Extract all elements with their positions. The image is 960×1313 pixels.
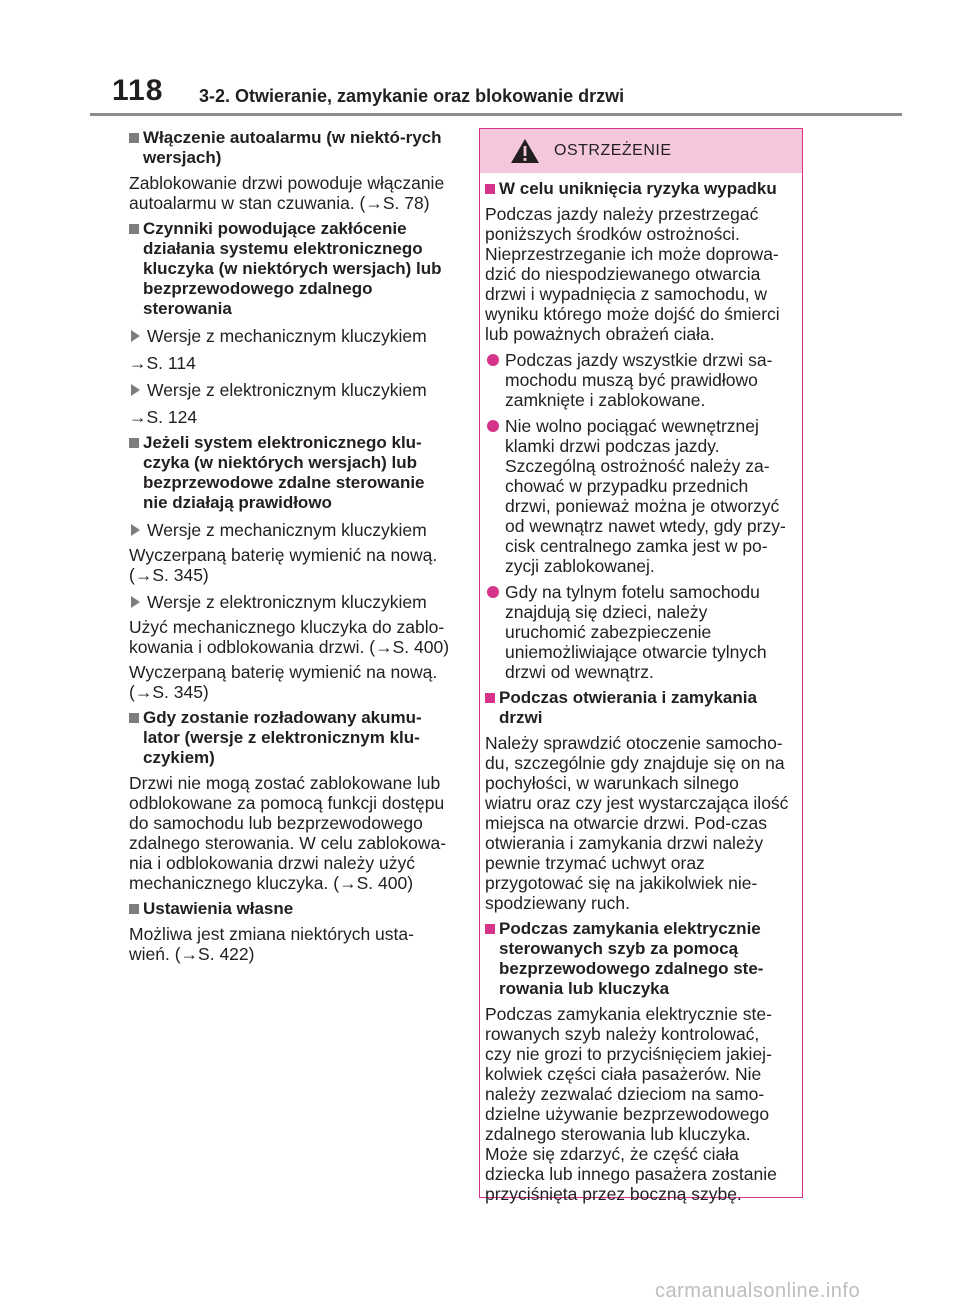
paragraph: Należy sprawdzić otoczenie samocho-du, szczególnie gdy znajduje się on na pochyłości, w warunkach silnego wiatru oraz czy jest wystarczająca ilość miejsca na otwarcie drzwi. Pod-czas otwierania i zamykania drzwi należy pewnie trzymać uchwyt oraz przygotować się na jakikolwiek nie-spodziewany ruch. — [485, 733, 789, 913]
header-divider — [90, 113, 902, 116]
square-bullet-icon — [129, 438, 139, 448]
warning-body — [480, 173, 802, 1204]
paragraph: Zablokowanie drzwi powoduje włączanie autoalarmu w stan czuwania. (→S. 78) — [129, 173, 445, 213]
square-bullet-icon — [485, 184, 495, 194]
square-bullet-icon — [485, 693, 495, 703]
square-bullet-icon — [129, 224, 139, 234]
dot-bullet-icon — [487, 354, 499, 366]
heading-malfunction: Jeżeli system elektronicznego klu-czyka (w niektórych wersjach) lub bezprzewodowe zdalne sterowanie nie działają prawidłowo — [129, 433, 451, 513]
paragraph: Drzwi nie mogą zostać zablokowane lub odblokowane za pomocą funkcji dostępu do samochodu lub bezprzewodowego zdalnego sterowania. W celu zablokowa-nia i odblokowania drzwi należy użyć mechanicznego kluczyka. (→S. 400) — [129, 773, 447, 893]
list-item: Nie wolno pociągać wewnętrznej klamki drzwi podczas jazdy. Szczególną ostrożność należy za-chować w przypadku przednich drzwi, ponieważ można je otworzyć od wewnątrz nawet wtedy, gdy przy-cisk centralnego zamka jest w po-zycji zablokowanej. — [485, 416, 790, 576]
triangle-bullet-icon — [131, 524, 140, 536]
heading-autoalarm: Włączenie autoalarmu (w niektó-rych wersjach) — [129, 128, 451, 168]
warning-title: OSTRZEŻENIE — [554, 142, 672, 159]
square-bullet-icon — [129, 133, 139, 143]
triangle-bullet-icon — [131, 596, 140, 608]
warning-heading-windows: Podczas zamykania elektrycznie sterowanych szyb za pomocą bezprzewodowego zdalnego ste-rowania lub kluczyka — [485, 919, 790, 999]
warning-header — [480, 129, 802, 173]
paragraph: Podczas jazdy należy przestrzegać poniższych środków ostrożności. Nieprzestrzeganie ich może doprowa-dzić do niespodziewanego otwarcia drzwi i wypadnięcia z samochodu, w wyniku którego może dojść do śmierci lub poważnych obrażeń ciała. — [485, 204, 780, 344]
section-title: 3-2. Otwieranie, zamykanie oraz blokowanie drzwi — [199, 86, 625, 106]
subheading-mechanical-key: Wersje z mechanicznym kluczykiem — [129, 520, 451, 540]
square-bullet-icon — [129, 904, 139, 914]
square-bullet-icon — [485, 924, 495, 934]
list-item: Gdy na tylnym fotelu samochodu znajdują się dzieci, należy uruchomić zabezpieczenie uniemożliwiające otwarcie tylnych drzwi od wewnątrz. — [485, 582, 790, 682]
paragraph: Wyczerpaną baterię wymienić na nową. (→S. 345) — [129, 545, 438, 585]
page-reference: →S. 124 — [129, 407, 198, 427]
triangle-bullet-icon — [131, 330, 140, 342]
subheading-electronic-key: Wersje z elektronicznym kluczykiem — [129, 592, 451, 612]
heading-battery: Gdy zostanie rozładowany akumu-lator (wersje z elektronicznym klu-czykiem) — [129, 708, 451, 768]
subheading-electronic-key: Wersje z elektronicznym kluczykiem — [129, 380, 451, 400]
triangle-bullet-icon — [131, 384, 140, 396]
paragraph: Użyć mechanicznego kluczyka do zablo-kowania i odblokowania drzwi. (→S. 400) — [129, 617, 450, 657]
dot-bullet-icon — [487, 420, 499, 432]
page-reference: →S. 114 — [129, 353, 196, 373]
subheading-mechanical-key: Wersje z mechanicznym kluczykiem — [129, 326, 451, 346]
paragraph: Wyczerpaną baterię wymienić na nową. (→S. 345) — [129, 662, 438, 702]
warning-heading-accident: W celu uniknięcia ryzyka wypadku — [485, 179, 790, 199]
heading-custom-settings: Ustawienia własne — [129, 899, 451, 919]
warning-triangle-icon — [510, 138, 540, 164]
warning-heading-opening: Podczas otwierania i zamykania drzwi — [485, 688, 790, 728]
dot-bullet-icon — [487, 586, 499, 598]
square-bullet-icon — [129, 713, 139, 723]
watermark: carmanualsonline.info — [655, 1280, 861, 1302]
page-number: 118 — [112, 74, 164, 107]
heading-interference: Czynniki powodujące zakłócenie działania systemu elektronicznego kluczyka (w niektórych wersjach) lub bezprzewodowego zdalnego sterowania — [129, 219, 451, 319]
paragraph: Możliwa jest zmiana niektórych usta-wień. (→S. 422) — [129, 924, 414, 964]
warning-box — [479, 128, 803, 1204]
left-column — [129, 128, 451, 964]
paragraph: Podczas zamykania elektrycznie ste-rowanych szyb należy kontrolować, czy nie grozi to przyciśnięciem jakiej-kolwiek części ciała pasażerów. Nie należy zezwalać dzieciom na samo-dzielne używanie bezprzewodowego zdalnego sterowania lub kluczyka. Może się zdarzyć, że część ciała dziecka lub innego pasażera zostanie przyciśnięta przez boczną szybę. — [485, 1004, 777, 1204]
list-item: Podczas jazdy wszystkie drzwi sa-mochodu muszą być prawidłowo zamknięte i zablokowane. — [485, 350, 790, 410]
